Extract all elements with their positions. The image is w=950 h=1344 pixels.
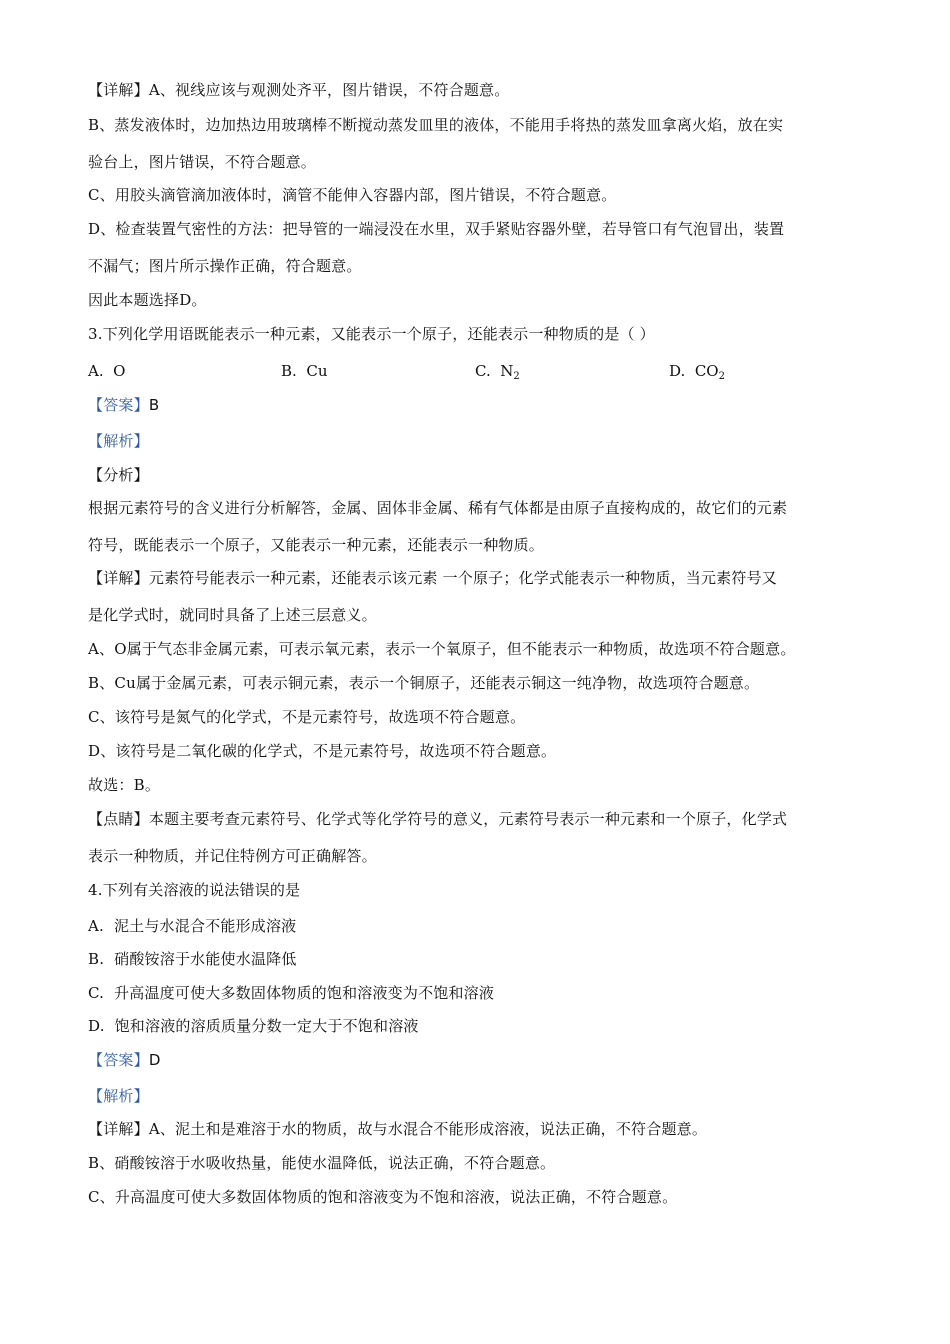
q3-dianjing-tag: 【点睛】 bbox=[88, 810, 149, 828]
q4-option-a: A. 泥土与水混合不能形成溶液 bbox=[88, 917, 297, 935]
q4-analysis-tag: 【解析】 bbox=[88, 1087, 149, 1105]
q3-answer-value: B bbox=[148, 396, 160, 414]
q3-detail-d: D、该符号是二氧化碳的化学式，不是元素符号，故选项不符合题意。 bbox=[88, 742, 557, 760]
q2-detail-d-line1: D、检查装置气密性的方法：把导管的一端浸没在水里，双手紧贴容器外壁，若导管口有气泡冒出，装置 bbox=[88, 220, 785, 238]
q3-option-b: B. Cu bbox=[281, 362, 328, 380]
q3-detail-c: C、该符号是氮气的化学式，不是元素符号，故选项不符合题意。 bbox=[88, 708, 526, 726]
q4-detail-tag: 【详解】 bbox=[88, 1120, 149, 1138]
q3-option-c: C. $N_2$ bbox=[475, 362, 520, 382]
q4-answer-tag: 【答案】 bbox=[88, 1051, 149, 1069]
q3-dianjing-line1: 【点睛】本题主要考查元素符号、化学式等化学符号的意义，元素符号表示一种元素和一个原子，化学式 bbox=[88, 810, 788, 828]
q2-detail-c: C、用胶头滴管滴加液体时，滴管不能伸入容器内部，图片错误，不符合题意。 bbox=[88, 186, 617, 204]
q2-detail-b-line2: 验台上，图片错误，不符合题意。 bbox=[88, 153, 317, 171]
q3-fenxi-tag: 【分析】 bbox=[88, 466, 149, 484]
q4-option-c: C. 升高温度可使大多数固体物质的饱和溶液变为不饱和溶液 bbox=[88, 984, 495, 1002]
q4-option-b: B. 硝酸铵溶于水能使水温降低 bbox=[88, 950, 297, 968]
q3-choose: 故选：B。 bbox=[88, 776, 161, 794]
q4-option-d: D. 饱和溶液的溶质质量分数一定大于不饱和溶液 bbox=[88, 1017, 419, 1035]
q3-option-a: A. O bbox=[88, 362, 126, 380]
q3-detail-line1: 【详解】元素符号能表示一种元素，还能表示该元素 一个原子；化学式能表示一种物质，当元素符号又 bbox=[88, 569, 777, 587]
q4-stem: 4.下列有关溶液的说法错误的是 bbox=[88, 881, 301, 899]
q4-answer bbox=[88, 1050, 878, 1070]
q3-detail-b: B、Cu属于金属元素，可表示铜元素，表示一个铜原子，还能表示铜这一纯净物，故选项符合题意。 bbox=[88, 674, 760, 692]
q3-stem: 3.下列化学用语既能表示一种元素，又能表示一个原子，还能表示一种物质的是（ ） bbox=[88, 325, 655, 343]
q4-detail-b: B、硝酸铵溶于水吸收热量，能使水温降低，说法正确，不符合题意。 bbox=[88, 1154, 556, 1172]
q2-conclusion: 因此本题选择D。 bbox=[88, 291, 207, 309]
q4-detail-c: C、升高温度可使大多数固体物质的饱和溶液变为不饱和溶液，说法正确，不符合题意。 bbox=[88, 1188, 678, 1206]
q4-detail-a: 【详解】A、泥土和是难溶于水的物质，故与水混合不能形成溶液，说法正确，不符合题意。 bbox=[88, 1120, 708, 1138]
q3-dianjing-line2: 表示一种物质，并记住特例方可正确解答。 bbox=[88, 847, 377, 865]
q3-analysis-tag: 【解析】 bbox=[88, 432, 149, 450]
q3-answer bbox=[88, 395, 878, 415]
q3-option-d: D. $CO_2$ bbox=[669, 362, 725, 382]
q3-detail-line2: 是化学式时，就同时具备了上述三层意义。 bbox=[88, 606, 377, 624]
q2-detail-b-line1: B、蒸发液体时，边加热边用玻璃棒不断搅动蒸发皿里的液体，不能用手将热的蒸发皿拿离火焰，放在实 bbox=[88, 116, 784, 134]
q2-detail-a: 【详解】A、视线应该与观测处齐平，图片错误，不符合题意。 bbox=[88, 81, 510, 99]
q3-answer-tag: 【答案】 bbox=[88, 396, 149, 414]
q3-detail-a: A、O属于气态非金属元素，可表示氧元素，表示一个氧原子，但不能表示一种物质，故选项不符合题意。 bbox=[88, 640, 796, 658]
q2-detail-tag: 【详解】 bbox=[88, 81, 149, 99]
q4-answer-value: D bbox=[148, 1051, 161, 1069]
q3-fenxi-line1: 根据元素符号的含义进行分析解答，金属、固体非金属、稀有气体都是由原子直接构成的，故它们的元素 bbox=[88, 499, 788, 517]
q3-fenxi-line2: 符号，既能表示一个原子，又能表示一种元素，还能表示一种物质。 bbox=[88, 536, 545, 554]
q2-detail-d-line2: 不漏气；图片所示操作正确，符合题意。 bbox=[88, 257, 362, 275]
q3-detail-tag: 【详解】 bbox=[88, 569, 149, 587]
